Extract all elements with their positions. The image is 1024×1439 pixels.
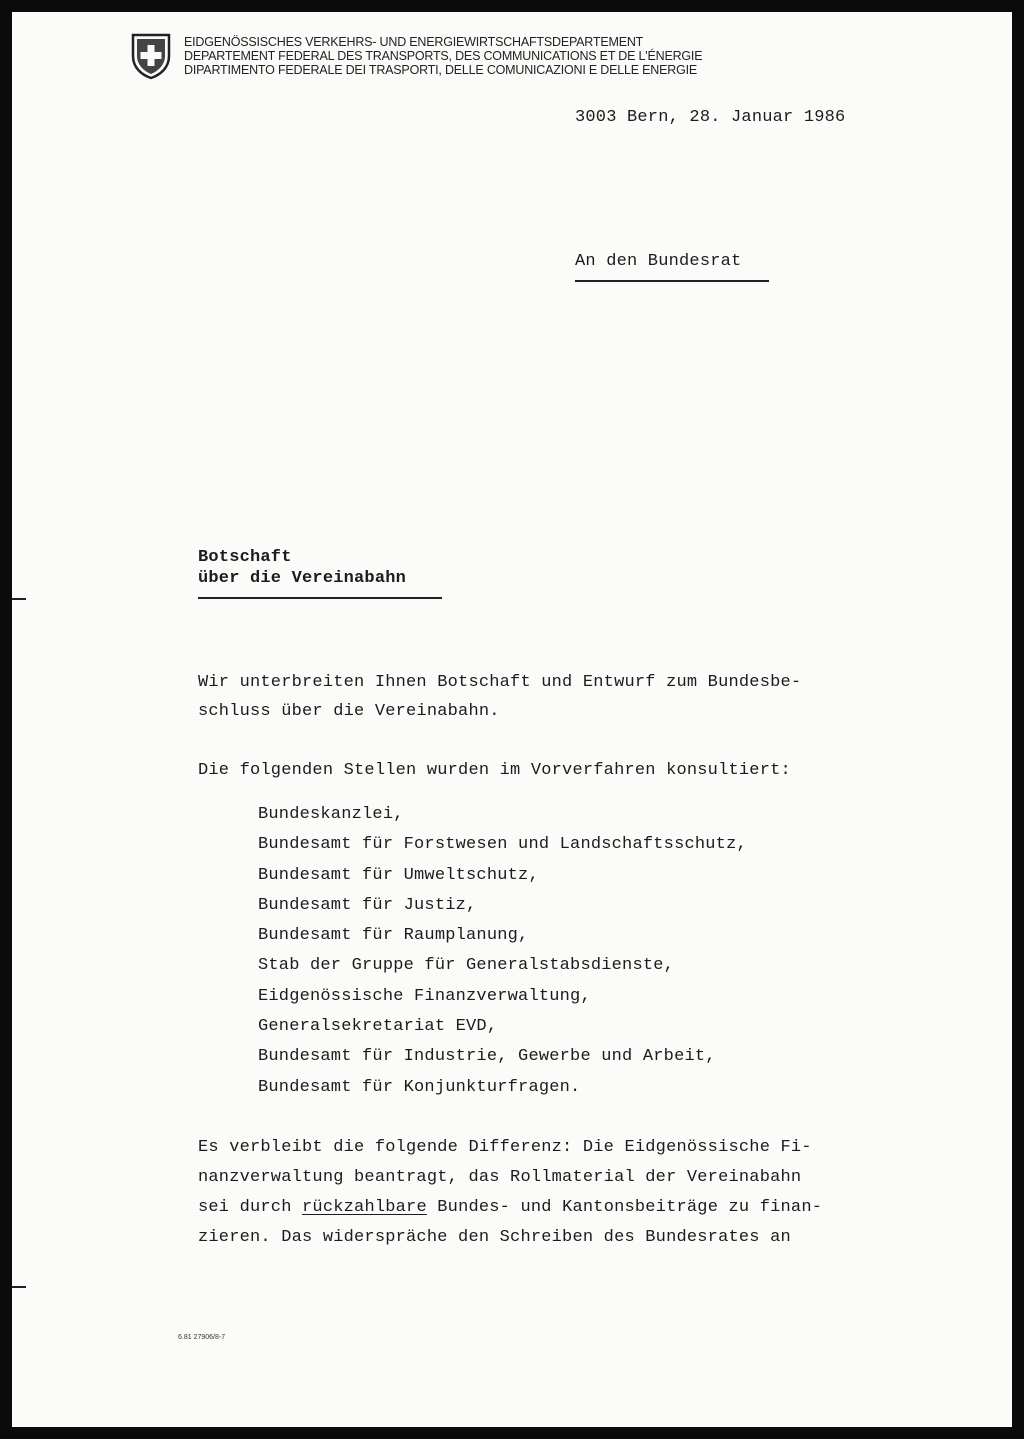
subject: [198, 547, 406, 589]
letter-date: 3003 Bern, 28. Januar 1986: [575, 108, 846, 127]
letterhead-line-it: DIPARTIMENTO FEDERALE DEI TRASPORTI, DELLE COMUNICAZIONI E DELLE ENERGIE: [184, 63, 698, 77]
text-run: sei durch: [198, 1198, 303, 1217]
office-item: Bundesamt für Raumplanung,: [258, 926, 529, 946]
fold-mark: [12, 1286, 26, 1288]
addressee: An den Bundesrat: [575, 252, 742, 271]
office-item: Bundesamt für Industrie, Gewerbe und Arbeit,: [258, 1047, 716, 1067]
addressee-underline: [575, 280, 769, 282]
paragraph-line: zieren. Das widerspräche den Schreiben des Bundesrates an: [198, 1228, 791, 1247]
office-item: Bundesamt für Forstwesen und Landschaftsschutz,: [258, 835, 747, 855]
subject-line-1: Botschaft: [198, 548, 292, 567]
office-item: Bundesamt für Justiz,: [258, 895, 477, 915]
paragraph-line: [198, 1193, 822, 1223]
office-item: Bundesamt für Konjunkturfragen.: [258, 1077, 581, 1097]
office-item: Eidgenössische Finanzverwaltung,: [258, 986, 591, 1006]
letterhead: [184, 35, 702, 77]
form-code: 6.81 27906/8-7: [178, 1334, 226, 1341]
paragraph-difference: [198, 1133, 822, 1253]
paragraph-line: Wir unterbreiten Ihnen Botschaft und Entwurf zum Bundesbe-: [198, 673, 802, 692]
office-item: Bundeskanzlei,: [258, 805, 404, 824]
letter-page: [12, 12, 1012, 1427]
swiss-crest-icon: [130, 32, 172, 80]
office-list: [258, 800, 747, 1103]
letterhead-line-de: EIDGENÖSSISCHES VERKEHRS- UND ENERGIEWIRTSCHAFTSDEPARTEMENT: [184, 35, 644, 49]
text-run: Bundes- und Kantonsbeiträge zu finan-: [426, 1198, 823, 1217]
office-item: Generalsekretariat EVD,: [258, 1017, 498, 1037]
paragraph-consulted: Die folgenden Stellen wurden im Vorverfahren konsultiert:: [198, 761, 791, 780]
fold-mark: [12, 598, 26, 600]
paragraph-line: schluss über die Vereinabahn.: [198, 702, 500, 721]
paragraph-line: Es verbleibt die folgende Differenz: Die Eidgenössische Fi-: [198, 1138, 812, 1157]
subject-line-2: über die Vereinabahn: [198, 569, 407, 588]
paragraph-line: nanzverwaltung beantragt, das Rollmaterial der Vereinabahn: [198, 1168, 802, 1187]
office-item: Stab der Gruppe für Generalstabsdienste,: [258, 956, 675, 976]
subject-underline: [198, 597, 442, 599]
underlined-word: rückzahlbare: [302, 1198, 427, 1217]
office-item: Bundesamt für Umweltschutz,: [258, 865, 539, 885]
paragraph-intro: [198, 668, 801, 726]
letterhead-line-fr: DEPARTEMENT FEDERAL DES TRANSPORTS, DES COMMUNICATIONS ET DE L'ÉNERGIE: [184, 49, 703, 63]
